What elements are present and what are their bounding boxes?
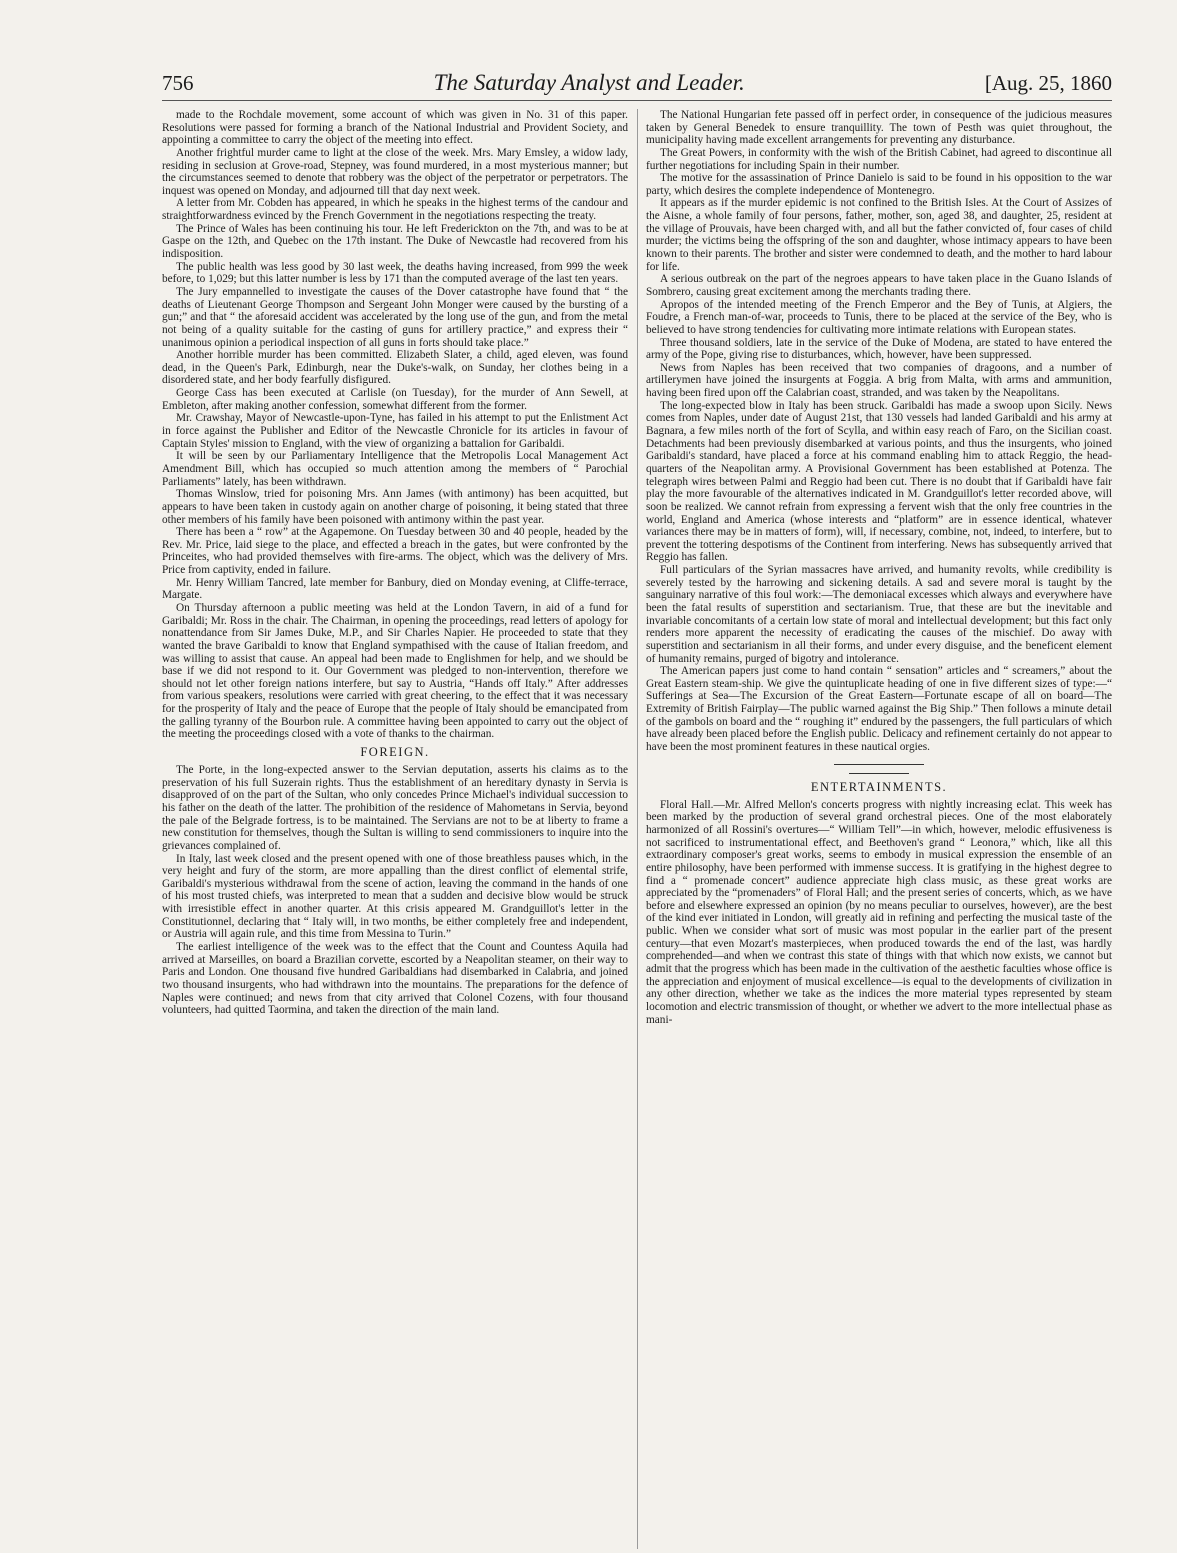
section-rule-short [849, 773, 909, 774]
article-paragraph: The American papers just come to hand contain “ sensation” articles and “ screamers,” about the Great Eastern steam-ship. We give the quintuplicate heading of one in five different sizes of type:—“ Sufferings at Sea—The Excursion of the Great Eastern—Fortunate escape of all on board—The Extremity of British Fairplay—The public warned against the Big Ship.” Then follows a minute detail of the gambols on board and the “ roughing it” endured by the passengers, the full particulars of which have already been placed before the English public. Delicacy and refinement certainly do not appear to have been the most prominent features in these nautical orgies. [646, 665, 1112, 754]
article-paragraph: In Italy, last week closed and the present opened with one of those breathless pauses which, in the very height and fury of the storm, are more appalling than the direst conflict of elemental strife, Garibaldi's mysterious withdrawal from the scene of action, leaving the command in the hands of one of his most trusted chiefs, was interpreted to mean that a sudden and decisive blow would be struck with irresistible effect in another quarter. At this crisis appeared M. Grandguillot's letter in the Constitutionnel, declaring that “ Italy will, in two months, be either completely free and independent, or Austria will again rule, and this time from Messina to Turin.” [162, 852, 628, 941]
article-paragraph: The National Hungarian fete passed off in perfect order, in consequence of the judicious measures taken by General Benedek to ensure tranquillity. The town of Pesth was quiet throughout, the municipality having made excellent arrangements for preventing any disturbance. [646, 109, 1112, 147]
left-paragraphs [162, 109, 628, 741]
right-column [646, 109, 1112, 1549]
article-paragraph: The long-expected blow in Italy has been struck. Garibaldi has made a swoop upon Sicily. News comes from Naples, under date of August 21st, that 130 vessels had landed Garibaldi and his army at Bagnara, a few miles north of the fort of Scylla, and within easy reach of Faro, on the Sicilian coast. Detachments had been previously disembarked at various points, and thus the insurgents, who joined Garibaldi's standard, have placed a force at his command enabling him to attack Reggio, the head-quarters of the Neapolitan army. A Provisional Government has been established at Potenza. The telegraph wires between Palmi and Reggio had been cut. There is no doubt that if Garibaldi have fair play the more favourable of the alternatives indicated in M. Grandguillot's letter recorded above, will soon be realized. We cannot refrain from expressing a fervent wish that the only free countries in the world, England and America (whose interests and “platform” are in essence identical, whatever variances there may be in matters of form), will, if necessary, combine, not, indeed, to interfere, but to prevent the tottering despotisms of the Continent from interfering. News has subsequently arrived that Reggio has fallen. [646, 399, 1112, 564]
article-paragraph: Another horrible murder has been committed. Elizabeth Slater, a child, aged eleven, was found dead, in the Queen's Park, Edinburgh, near the Duke's-walk, on Sunday, her clothes being in a disordered state, and her body fearfully disfigured. [162, 349, 628, 387]
article-paragraph: The Prince of Wales has been continuing his tour. He left Frederickton on the 7th, and was to be at Gaspe on the 12th, and Quebec on the 17th instant. The Duke of Newcastle had recovered from his indisposition. [162, 222, 628, 261]
article-paragraph: Floral Hall.—Mr. Alfred Mellon's concerts progress with nightly increasing eclat. This week has been marked by the production of several grand orchestral pieces. One of the most elaborately harmonized of all Rossini's overtures—“ William Tell”—in which, however, melodic effusiveness is not sacrificed to instrumentational effect, and Beethoven's grand “ Leonora,” which, like all this extraordinary composer's great works, seems to embody in musical expression the ensemble of an entire philosophy, have been performed with immense success. It is gratifying in the highest degree to find a “ promenade concert” audience appreciate high class music, as these great works are appreciated by the “promenaders” of Floral Hall; and the present series of concerts, which, as we have before and elsewhere expressed an opinion (by no means peculiar to ourselves, however), are the best of the kind ever initiated in London, will greatly aid in refining and perfecting the musical taste of the public. When we consider what sort of music was most popular in the earlier part of the present century—that even Mozart's masterpieces, when produced towards the end of the last, was hardly comprehended—and when we contrast this state of things with that which now exists, we cannot but admit that the progress which has been made in the cultivation of the aesthetic faculties whose office is the appreciation and enjoyment of musical excellence—is equal to the developments of civilization in any other direction, whether we take as the indices the more material types represented by steam locomotion and electric transmission of thought, or whether we advert to the more intellectual phase as mani- [646, 798, 1112, 1026]
article-paragraph: The motive for the assassination of Prince Danielo is said to be found in his opposition to the war party, which desires the complete independence of Montenegro. [646, 172, 1112, 197]
article-paragraph: It appears as if the murder epidemic is not confined to the British Isles. At the Court of Assizes of the Aisne, a whole family of four persons, father, mother, son, aged 38, and daughter, 25, resident at the village of Prouvais, have been charged with, and all but the father convicted of, four cases of child murder; the victims being the offspring of the son and daughter, whose intimacy appears to have been known to their parents. The brother and sister were condemned to death, and the mother to hard labour for life. [646, 197, 1112, 273]
article-paragraph: George Cass has been executed at Carlisle (on Tuesday), for the murder of Ann Sewell, at Embleton, after making another confession, somewhat different from the former. [162, 387, 628, 412]
page-number: 756 [162, 71, 194, 95]
article-paragraph: made to the Rochdale movement, some account of which was given in No. 31 of this paper. Resolutions were passed for forming a branch of the National Industrial and Provident Society, and appointing a committee to carry the object of the meeting into effect. [162, 109, 628, 147]
article-paragraph: The Great Powers, in conformity with the wish of the British Cabinet, had agreed to discontinue all further negotiations for including Spain in their number. [646, 146, 1112, 172]
foreign-paragraphs [162, 764, 628, 1017]
foreign-heading: FOREIGN. [360, 745, 430, 760]
article-paragraph: Full particulars of the Syrian massacres have arrived, and humanity revolts, while credibility is severely tested by the harrowing and sickening details. A sad and severe moral is taught by the sanguinary narrative of this foul work:—The demoniacal excesses which always and everywhere have been the fatal results of superstition and sectarianism. True, that these are but the inevitable and invariable concomitants of a certain low state of moral and intellectual development; but this fact only renders more apparent the necessity of eradicating the causes of the mischief. Do away with superstition and sectarianism in all their forms, and under every disguise, and the beneficent element of humanity remains, purged of bigotry and intolerance. [646, 564, 1112, 665]
article-paragraph: The earliest intelligence of the week was to the effect that the Count and Countess Aquila had arrived at Marseilles, on board a Brazilian corvette, escorted by a Neapolitan steamer, on their way to Paris and London. One thousand five hundred Garibaldians had disembarked in Calabria, and joined two thousand insurgents, who had withdrawn into the mountains. The preparations for the defence of Naples were continued; and news from that city arrived that Colonel Cozens, with four thousand volunteers, had quitted Taormina, and taken the direction of the main land. [162, 941, 628, 1017]
issue-date: [Aug. 25, 1860 [984, 71, 1112, 95]
article-paragraph: Another frightful murder came to light at the close of the week. Mrs. Mary Emsley, a widow lady, residing in seclusion at Grove-road, Stepney, was found murdered, in a most mysterious manner; but the circumstances seemed to denote that robbery was the object of the perpetrator or perpetrators. The inquest was opened on Monday, and adjourned till that day next week. [162, 146, 628, 197]
article-paragraph: There has been a “ row” at the Agapemone. On Tuesday between 30 and 40 people, headed by the Rev. Mr. Price, laid siege to the place, and effected a breach in the gates, but were confronted by the Princeites, who had provided themselves with fire-arms. The object, which was the delivery of Mrs. Price from captivity, ended in failure. [162, 526, 628, 577]
section-rule [834, 764, 924, 765]
article-paragraph: On Thursday afternoon a public meeting was held at the London Tavern, in aid of a fund for Garibaldi; Mr. Ross in the chair. The Chairman, in opening the proceedings, read letters of apology for nonattendance from Sir James Duke, M.P., and Sir Charles Napier. He proceeded to state that they wanted the brave Garibaldi to know that England sympathised with the cause of Italian freedom, and was willing to assist that cause. An appeal had been made to Englishmen for help, and we should be base if we did not respond to it. Our Government was pledged to non-intervention, therefore we should not let other foreign nations interfere, but say to Austria, “Hands off Italy.” After addresses from various speakers, resolutions were carried with great cheering, to the effect that it was necessary for the prosperity of Italy and the peace of Europe that the people of Italy should be emancipated from the galling tyranny of the Bourbon rule. A committee having been appointed to carry out the object of the meeting the proceedings closed with a vote of thanks to the chairman. [162, 601, 628, 741]
entertainments-heading: ENTERTAINMENTS. [810, 779, 948, 794]
article-paragraph: Thomas Winslow, tried for poisoning Mrs. Ann James (with antimony) has been acquitted, but appears to have been taken in custody again on another charge of poisoning, it being stated that three other members of his family have been poisoned with antimony within the past year. [162, 488, 628, 526]
running-head [162, 70, 1112, 101]
article-paragraph: The public health was less good by 30 last week, the deaths having increased, from 999 the week before, to 1,029; but this latter number is less by 171 than the computed average of the last ten years. [162, 260, 628, 286]
article-paragraph: Three thousand soldiers, late in the service of the Duke of Modena, are stated to have entered the army of the Pope, giving rise to disturbances, which, however, have been suppressed. [646, 336, 1112, 362]
article-paragraph: Mr. Crawshay, Mayor of Newcastle-upon-Tyne, has failed in his attempt to put the Enlistment Act in force against the Publisher and Editor of the Newcastle Chronicle for its articles in favour of Captain Styles' mission to England, with the view of organizing a battalion for Garibaldi. [162, 412, 628, 450]
publication-title: The Saturday Analyst and Leader. [433, 70, 745, 95]
article-paragraph: The Jury empannelled to investigate the causes of the Dover catastrophe have found that “ the deaths of Lieutenant George Thompson and Sergeant John Monger were caused by the bursting of a gun;” and that “ the aforesaid accident was accelerated by the long use of the gun, and from the metal not being of a quality suitable for the casting of guns for artillery practice,” and express their “ unanimous opinion a periodical inspection of all guns in forts should take place.” [162, 285, 628, 349]
left-column [162, 109, 628, 1549]
column-divider [637, 109, 638, 1549]
article-paragraph: Mr. Henry William Tancred, late member for Banbury, died on Monday evening, at Cliffe-terrace, Margate. [162, 576, 628, 602]
article-paragraph: A letter from Mr. Cobden has appeared, in which he speaks in the highest terms of the candour and straightforwardness evinced by the French Government in the negotiations respecting the treaty. [162, 197, 628, 223]
right-paragraphs [646, 109, 1112, 754]
text-columns [162, 109, 1112, 1549]
article-paragraph: News from Naples has been received that two companies of dragoons, and a number of artillerymen have joined the insurgents at Foggia. A brig from Malta, with arms and ammunition, having been fired upon off the Calabrian coast, stranded, and was taken by the Neapolitans. [646, 361, 1112, 400]
article-paragraph: A serious outbreak on the part of the negroes appears to have taken place in the Guano Islands of Sombrero, causing great excitement among the merchants trading there. [646, 273, 1112, 298]
article-paragraph: It will be seen by our Parliamentary Intelligence that the Metropolis Local Management Act Amendment Bill, which has occupied so much attention among the members of “ Parochial Parliaments” lately, has been withdrawn. [162, 450, 628, 488]
entertainments-paragraphs [646, 799, 1112, 1027]
article-paragraph: The Porte, in the long-expected answer to the Servian deputation, asserts his claims as to the preservation of his full Suzerain rights. Thus the establishment of an hereditary dynasty in Servia is disapproved of on the part of the Sultan, who only concedes Prince Michael's individual succession to his father on the death of the latter. The prohibition of the residence of Mahometans in Servia, beyond the pale of the Belgrade fortress, is to be maintained. The Servians are not to be at liberty to frame a new constitution for themselves, though the Sultan is willing to send commissioners to inquire into the grievances complained of. [162, 764, 628, 852]
article-paragraph: Apropos of the intended meeting of the French Emperor and the Bey of Tunis, at Algiers, the Foudre, a French man-of-war, proceeds to Tunis, there to be placed at the service of the Bey, who is believed to have strong tendencies for cultivating more intimate relations with European states. [646, 298, 1112, 336]
